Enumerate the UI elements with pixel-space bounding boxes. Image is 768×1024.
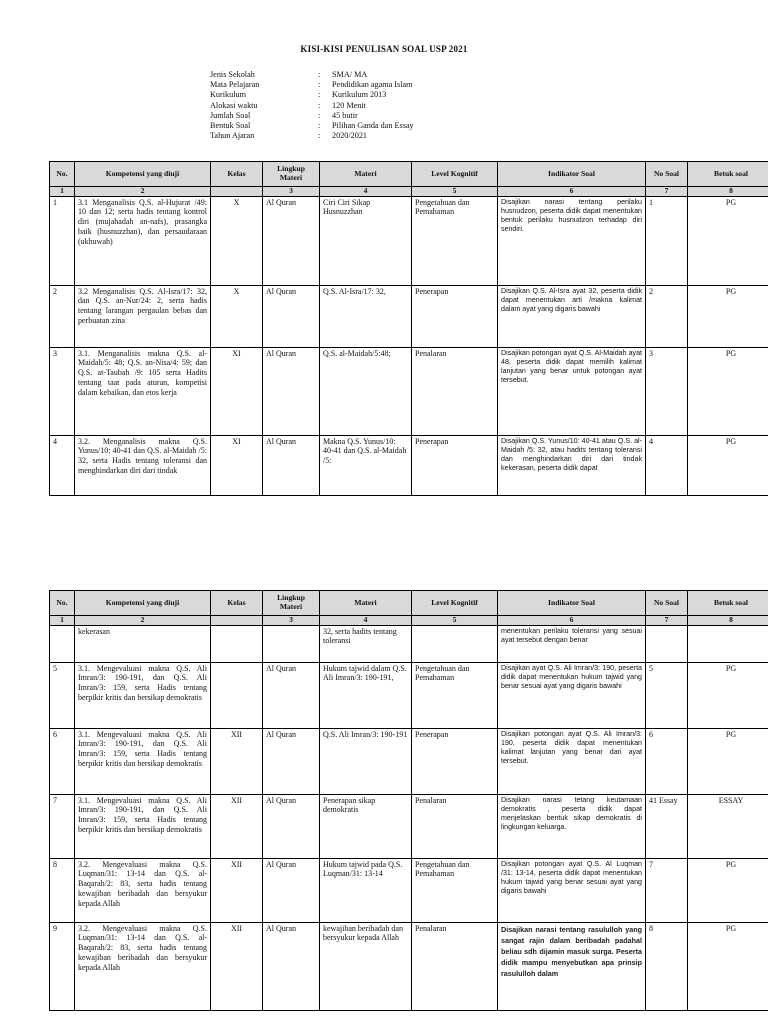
cell-kelas: XII <box>211 794 263 858</box>
meta-label: Bentuk Soal <box>210 121 251 131</box>
col-header-kelas: Kelas <box>211 162 263 187</box>
cell-no-soal: 6 <box>646 728 688 794</box>
cell-kelas <box>211 625 263 662</box>
meta-row <box>210 121 414 131</box>
meta-colon: : <box>318 121 321 131</box>
cell-no: 2 <box>50 285 75 347</box>
cell-bentuk: PG <box>688 858 768 922</box>
cell-level: Penalaran <box>412 922 498 1010</box>
meta-value: SMA/ MA <box>332 70 368 79</box>
header-row <box>50 162 768 187</box>
cell-indikator: menentukan perilaku toleransi yang sesuai ayat tersebut dengan benar <box>498 625 646 662</box>
col-number: 1 <box>50 187 75 197</box>
cell-lingkup: Al Quran <box>263 435 320 495</box>
col-number: 5 <box>412 187 498 197</box>
col-header-kompetensi: Kompetensi yang diuji <box>75 162 211 187</box>
cell-bentuk: ESSAY <box>688 794 768 858</box>
cell-materi: Hukum tajwid pada Q.S. Luqman/31: 13-14 <box>320 858 412 922</box>
table-row <box>50 196 768 285</box>
meta-row <box>210 111 414 121</box>
col-header-kelas: Kelas <box>211 591 263 616</box>
table-row <box>50 858 768 922</box>
cell-no-soal: 4 <box>646 435 688 495</box>
meta-value: 2020/2021 <box>332 131 368 141</box>
cell-lingkup: Al Quran <box>263 794 320 858</box>
kisi-kisi-table-page-2 <box>49 590 768 1011</box>
cell-indikator: Disajikan potongan ayat Q.S. Al Luqman /31: 13-14, peserta didik dapat menentukan hukum tajwid yang benar sesuai ayat yang digaris bawahi <box>498 858 646 922</box>
cell-materi: 32, serta hadits tentang toleransi <box>320 625 412 662</box>
meta-value: Kurikulum 2013 <box>332 90 387 100</box>
cell-level: Pengetahuan dan Pemahaman <box>412 662 498 728</box>
col-header-level: Level Kognitif <box>412 162 498 187</box>
cell-level: Penerapan <box>412 728 498 794</box>
col-number: 7 <box>646 187 688 197</box>
cell-kelas: X <box>211 196 263 285</box>
cell-kelas: XII <box>211 858 263 922</box>
cell-bentuk: PG <box>688 347 768 435</box>
cell-level: Pengetahuan dan Pemahaman <box>412 196 498 285</box>
cell-level: Penerapan <box>412 435 498 495</box>
cell-lingkup: Al Quran <box>263 662 320 728</box>
col-header-no: No. <box>50 591 75 616</box>
col-header-lingkup: Lingkup Materi <box>263 162 320 187</box>
cell-lingkup: Al Quran <box>263 728 320 794</box>
meta-label: Jenis Sekolah <box>210 70 255 79</box>
col-number: 2 <box>75 187 211 197</box>
table-row <box>50 285 768 347</box>
cell-kompetensi: 3.1 Menganalisis Q.S. al-Hujurat /49: 10 dan 12; serta hadis tentang kontrol diri (mujahadah an-nafs), prasangka baik (husnuzzhan), dan persaudaraan (ukhuwah) <box>75 196 211 285</box>
meta-row <box>210 101 414 111</box>
cell-level: Penalaran <box>412 794 498 858</box>
col-number: 4 <box>320 187 412 197</box>
col-header-kompetensi: Kompetensi yang diuji <box>75 591 211 616</box>
cell-kompetensi: 3.2 Menganalisis Q.S. Al-Isra/17: 32, dan Q.S. an-Nur/24: 2, serta hadis tentang larangan pergaulan bebas dan perbuatan zina <box>75 285 211 347</box>
header-row <box>50 591 768 616</box>
cell-kompetensi: 3.2. Mengevaluasi makna Q.S. Luqman/31: 13-14 dan Q.S. al-Baqarah/2: 83, serta hadis tentang kewajiban beribadah dan bersyukur kepada Allah <box>75 922 211 1010</box>
col-header-materi: Materi <box>320 591 412 616</box>
cell-materi: Q.S. Al-Isra/17: 32, <box>320 285 412 347</box>
cell-kompetensi: 3.1. Menganalisis makna Q.S. al-Maidah/5: 48; Q.S. an-Nisa/4: 59; dan Q.S. at-Taubah /9: 105 serta Hadits tentang taat pada aturan, kompetisi dalam kebaikan, dan etos kerja <box>75 347 211 435</box>
cell-indikator: Disajikan ayat Q.S. Ali Imran/3: 190, peserta didik dapat menentukan hukum tajwid yang benar sesuai ayat yang digaris bawahi <box>498 662 646 728</box>
col-header-indikator: Indikator Soal <box>498 162 646 187</box>
cell-no-soal: 5 <box>646 662 688 728</box>
cell-kompetensi: 3.2. Mengevaluasi makna Q.S. Luqman/31: 13-14 dan Q.S. al-Baqarah/2: 83, serta hadis tentang kewajiban beribadah dan bersyukur kepada Allah <box>75 858 211 922</box>
cell-kompetensi: 3.1. Mengevaluasi makna Q.S. Ali Imran/3: 190-191, dan Q.S. Ali Imran/3: 159, serta Hadis tentang berpikir kritis dan bersikap demokratis <box>75 662 211 728</box>
cell-bentuk: PG <box>688 196 768 285</box>
cell-bentuk: PG <box>688 728 768 794</box>
cell-kelas: XII <box>211 728 263 794</box>
cell-materi: Hukum tajwid dalam Q.S. Ali Imran/3: 190-191, <box>320 662 412 728</box>
cell-lingkup: Al Quran <box>263 858 320 922</box>
document-title: KISI-KISI PENULISAN SOAL USP 2021 <box>300 44 468 54</box>
cell-materi: kewajiban beribadah dan bersyukur kepada Allah <box>320 922 412 1010</box>
cell-lingkup: Al Quran <box>263 347 320 435</box>
col-number: 1 <box>50 616 75 626</box>
cell-indikator: Disajikan narasi tentang perilaku husnudzon, peserta didik dapat menentukan bentuk perilaku husnudzon terhadap diri sendiri. <box>498 196 646 285</box>
col-header-no-soal: No Soal <box>646 162 688 187</box>
meta-colon: : <box>318 90 321 100</box>
cell-indikator: Disajikan Q.S. Al-Isra ayat 32, peserta didik dapat menentukan arti /makna kalimat dalam ayat yang digaris bawahi <box>498 285 646 347</box>
col-header-no: No. <box>50 162 75 187</box>
cell-bentuk: PG <box>688 285 768 347</box>
col-number: 4 <box>320 616 412 626</box>
table-row <box>50 662 768 728</box>
col-number: 6 <box>498 187 646 197</box>
col-number: 8 <box>688 616 768 626</box>
cell-kelas: XI <box>211 347 263 435</box>
meta-colon: : <box>318 70 321 79</box>
cell-level: Penerapan <box>412 285 498 347</box>
meta-label: Jumlah Soal <box>210 110 251 120</box>
cell-materi: Ciri Ciri Sikap Husnuzzhan <box>320 196 412 285</box>
cell-kelas <box>211 662 263 728</box>
cell-level <box>412 625 498 662</box>
cell-materi: Penerapan sikap demokratis <box>320 794 412 858</box>
cell-lingkup: Al Quran <box>263 196 320 285</box>
col-header-lingkup: Lingkup Materi <box>263 591 320 616</box>
col-number: 7 <box>646 616 688 626</box>
cell-bentuk <box>688 625 768 662</box>
cell-no <box>50 625 75 662</box>
col-header-bentuk: Betuk soal <box>688 162 768 187</box>
cell-no-soal: 8 <box>646 922 688 1010</box>
cell-kelas: XII <box>211 922 263 1010</box>
cell-no-soal <box>646 625 688 662</box>
table-row <box>50 728 768 794</box>
col-number: 8 <box>688 187 768 197</box>
cell-kompetensi: kekerasan <box>75 625 211 662</box>
cell-no: 1 <box>50 196 75 285</box>
cell-no-soal: 41 Essay <box>646 794 688 858</box>
meta-value: 120 Menit <box>332 100 366 110</box>
table-row <box>50 435 768 495</box>
cell-kompetensi: 3.1. Mengevaluasi makna Q.S. Ali Imran/3: 190-191, dan Q.S. Ali Imran/3: 159, serta Hadis tentang berpikir kritis dan bersikap demokratis <box>75 794 211 858</box>
cell-no: 4 <box>50 435 75 495</box>
col-number: 6 <box>498 616 646 626</box>
cell-materi: Q.S. Ali Imran/3: 190-191 <box>320 728 412 794</box>
table-row <box>50 794 768 858</box>
table-row <box>50 625 768 662</box>
cell-no-soal: 2 <box>646 285 688 347</box>
cell-kompetensi: 3.2. Menganalisis makna Q.S. Yunus/10: 40-41 dan Q.S. al-Maidah /5: 32, serta Hadis tentang toleransi dan menghindarkan diri dari tindak <box>75 435 211 495</box>
cell-no-soal: 1 <box>646 196 688 285</box>
cell-no: 5 <box>50 662 75 728</box>
meta-value: 45 butir <box>332 110 358 120</box>
col-number: 3 <box>263 616 320 626</box>
meta-label: Kurikulum <box>210 90 246 100</box>
cell-indikator: Disajikan potongan ayat Q.S. Al-Maidah ayat 48, peserta didik dapat memilih kalimat lanjutan yang benar untuk potongan ayat tersebut. <box>498 347 646 435</box>
cell-no-soal: 3 <box>646 347 688 435</box>
cell-no: 3 <box>50 347 75 435</box>
col-number: 3 <box>263 187 320 197</box>
cell-level: Penalaran <box>412 347 498 435</box>
col-number: 5 <box>412 616 498 626</box>
document-meta <box>210 70 414 141</box>
meta-row <box>210 80 414 90</box>
cell-indikator: Disajikan potongan ayat Q.S. Ali Imran/3: 190, peserta didik dapat menentukan kalimat lanjutan yang benar dari ayat tersebut. <box>498 728 646 794</box>
cell-indikator: Disajikan Q.S. Yunus/10: 40-41 atau Q.S. al-Maidah /5: 32, atau hadits tentang toleransi dan menghindarkan diri dari tindak kekerasan, peserta didik dapat <box>498 435 646 495</box>
column-number-row <box>50 616 768 626</box>
table-row <box>50 347 768 435</box>
kisi-kisi-table-page-1 <box>49 161 768 496</box>
meta-value: Pilihan Ganda dan Essay <box>332 121 414 131</box>
meta-value: Pendidikan agama Islam <box>332 80 413 90</box>
meta-colon: : <box>318 131 321 141</box>
col-header-indikator: Indikator Soal <box>498 591 646 616</box>
meta-row <box>210 90 414 100</box>
table-row <box>50 922 768 1010</box>
cell-kelas: X <box>211 285 263 347</box>
cell-kompetensi: 3.1. Mengevaluasi makna Q.S. Ali Imran/3: 190-191, dan Q.S. Ali Imran/3: 159, serta Hadis tentang berpikir kritis dan bersikap demokratis <box>75 728 211 794</box>
cell-no: 9 <box>50 922 75 1010</box>
cell-lingkup <box>263 625 320 662</box>
meta-row <box>210 131 414 141</box>
cell-no: 8 <box>50 858 75 922</box>
col-number <box>211 187 263 197</box>
cell-bentuk: PG <box>688 662 768 728</box>
cell-no-soal: 7 <box>646 858 688 922</box>
cell-bentuk: PG <box>688 435 768 495</box>
cell-no: 7 <box>50 794 75 858</box>
meta-row <box>210 70 414 80</box>
cell-indikator: Disajikan narasi tentang rasululloh yang sangat rajin dalam beribadah padahal beliau sdh dijamin masuk surga. Peserta didik mampu menyebutkan apa prinsip rasululloh dalam <box>498 922 646 1010</box>
meta-colon: : <box>318 110 321 120</box>
column-number-row <box>50 187 768 197</box>
meta-label: Tahun Ajaran <box>210 131 255 141</box>
col-number: 2 <box>75 616 211 626</box>
col-header-materi: Materi <box>320 162 412 187</box>
col-header-bentuk: Betuk soal <box>688 591 768 616</box>
cell-bentuk: PG <box>688 922 768 1010</box>
meta-label: Alokasi waktu <box>210 100 258 110</box>
cell-no: 6 <box>50 728 75 794</box>
cell-indikator: Disajikan narasi tetang keutamaan demokratis , peserta didik dapat menjelaskan bentuk sikap demokratis di lingkungan keluarga. <box>498 794 646 858</box>
cell-kelas: XI <box>211 435 263 495</box>
meta-colon: : <box>318 80 321 90</box>
cell-lingkup: Al Quran <box>263 285 320 347</box>
cell-materi: Makna Q.S. Yunus/10: 40-41 dan Q.S. al-Maidah /5: <box>320 435 412 495</box>
cell-materi: Q.S. al-Maidah/5:48; <box>320 347 412 435</box>
col-header-no-soal: No Soal <box>646 591 688 616</box>
cell-level: Pengetahuan dan Pemahaman <box>412 858 498 922</box>
col-number <box>211 616 263 626</box>
cell-lingkup: Al Quran <box>263 922 320 1010</box>
col-header-level: Level Kognitif <box>412 591 498 616</box>
meta-colon: : <box>318 100 321 110</box>
meta-label: Mata Pelajaran <box>210 80 260 90</box>
